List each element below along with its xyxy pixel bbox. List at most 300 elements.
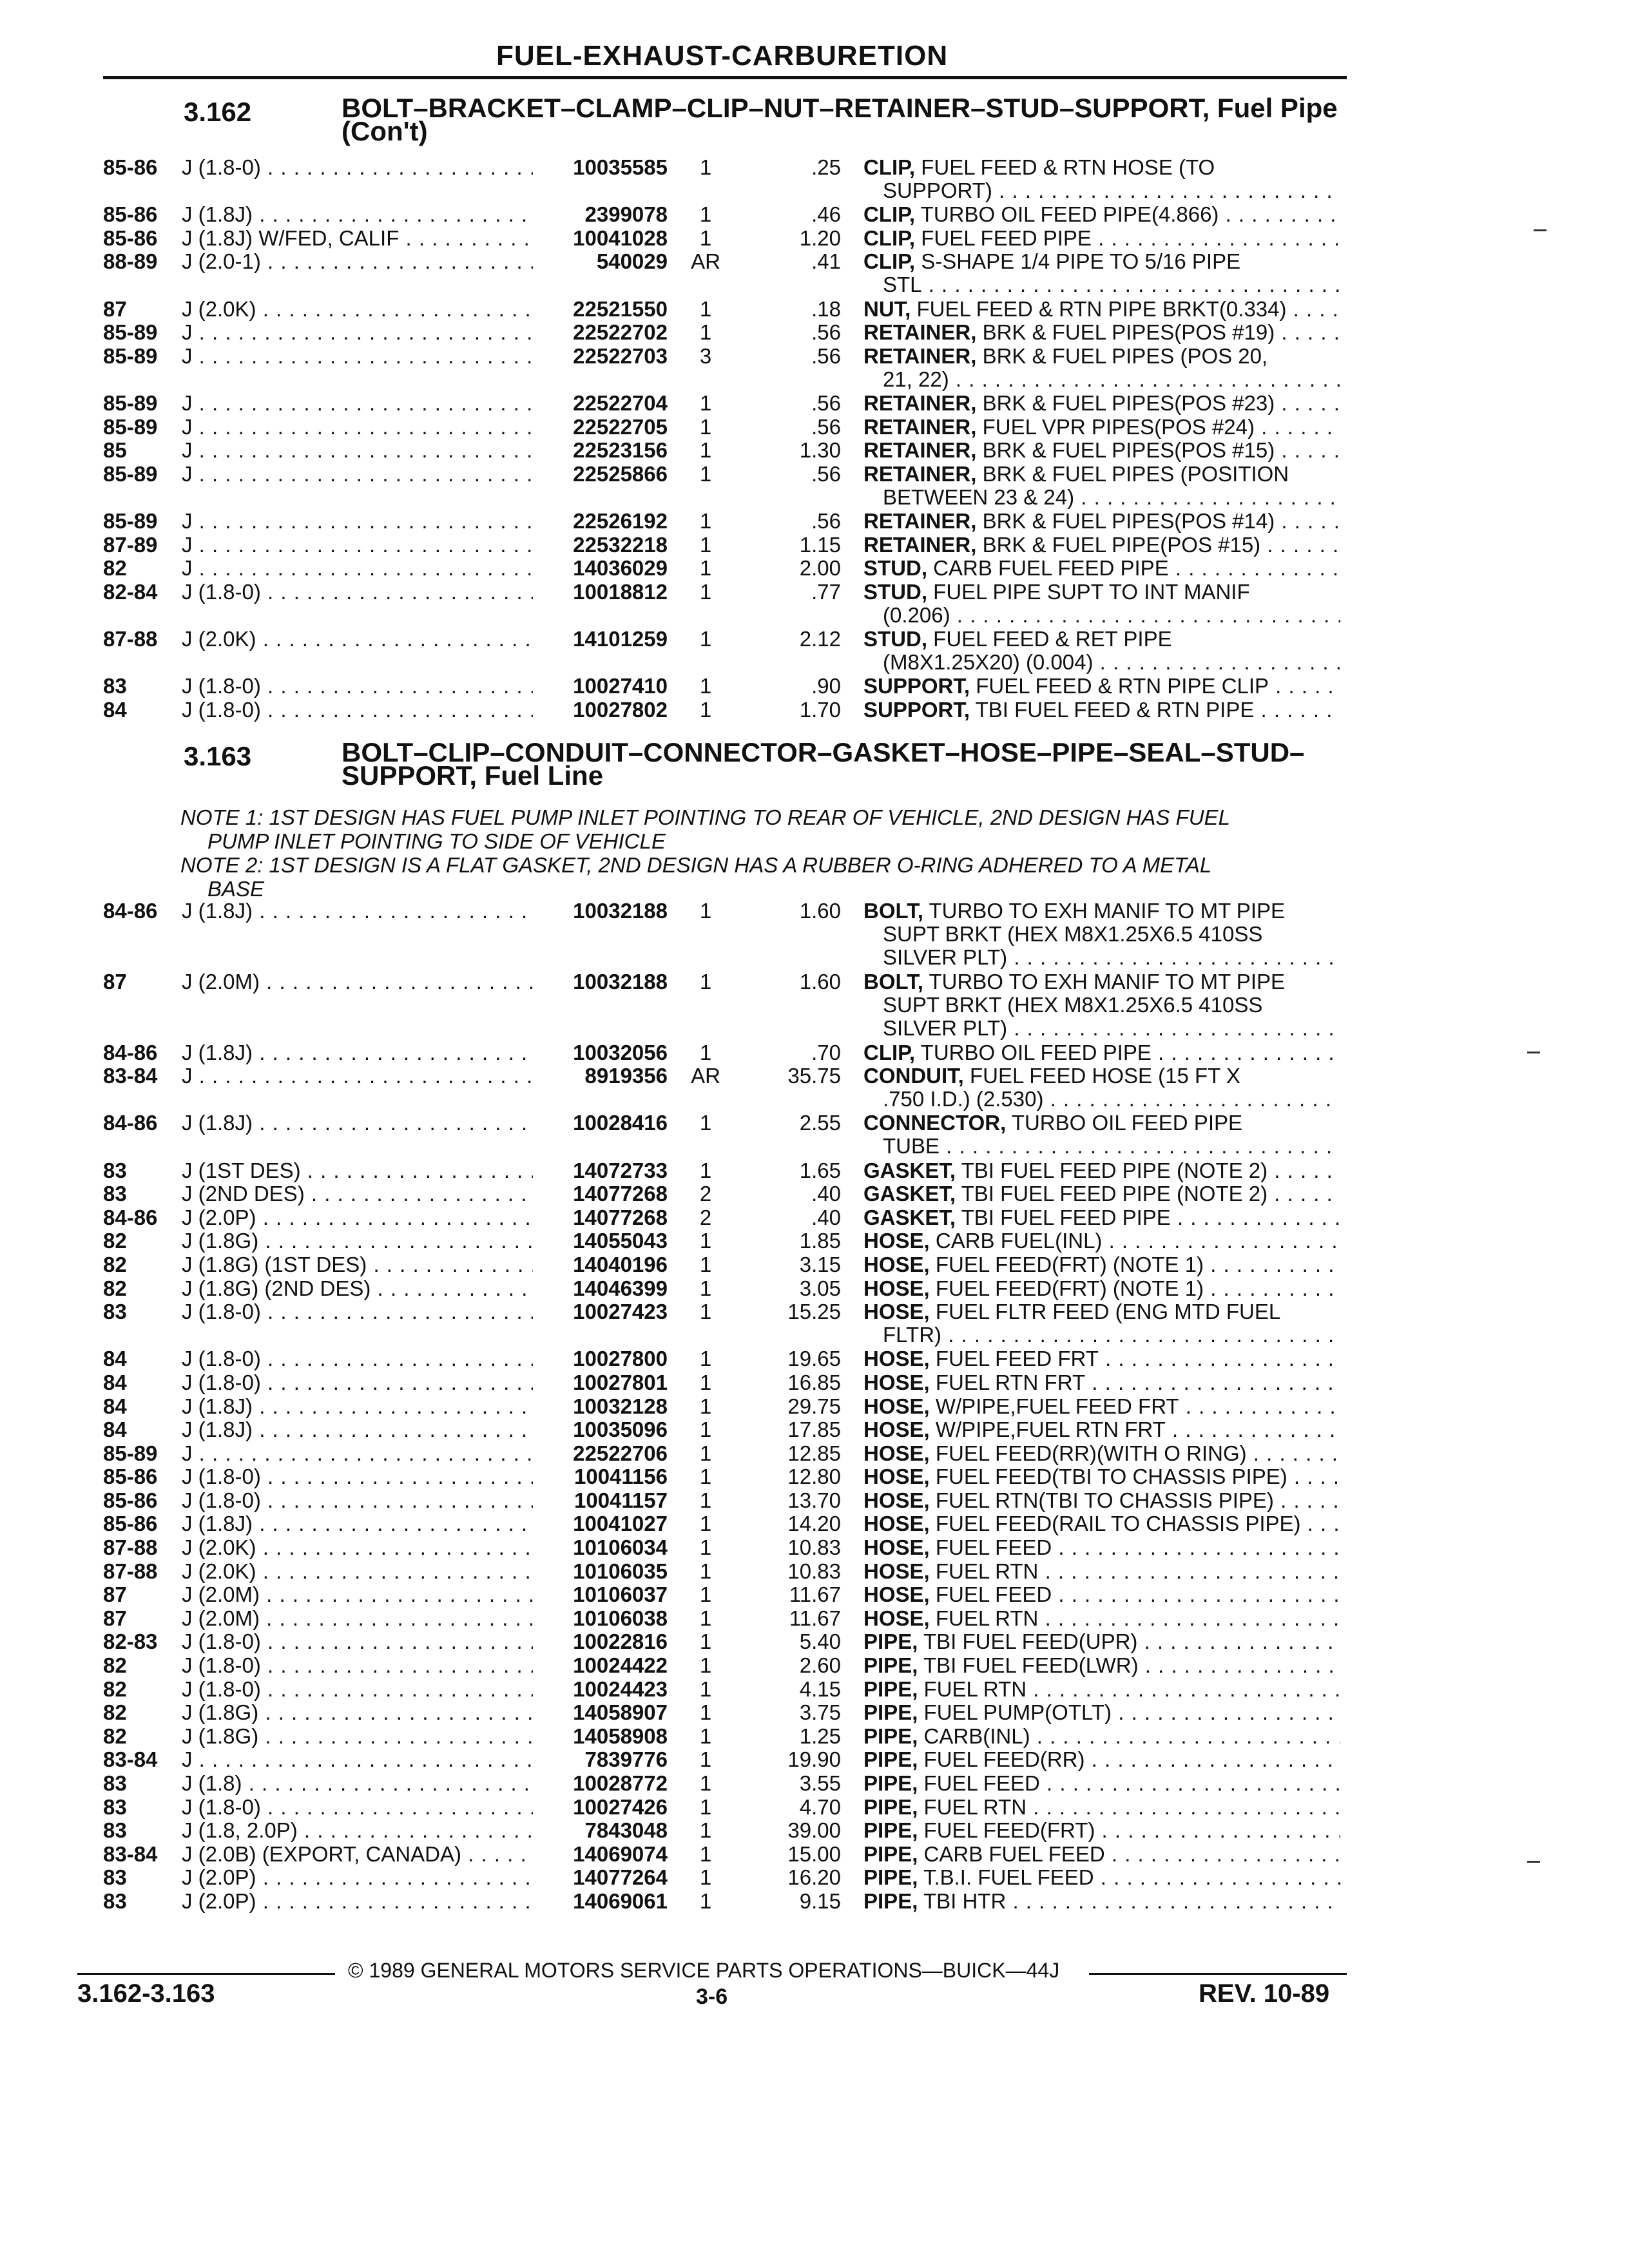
- model-years: 83-84: [103, 1064, 158, 1088]
- description-line: SUPPORT) . . .: [863, 179, 1340, 202]
- price: 1.15: [799, 532, 841, 557]
- description-line: HOSE, FUEL RTN(TBI TO CHASSIS PIPE) . . .: [863, 1489, 1340, 1512]
- price: 13.70: [787, 1488, 841, 1512]
- description-keyword: CLIP,: [863, 156, 916, 179]
- description-line: PIPE, FUEL FEED(RR) . . .: [863, 1748, 1340, 1771]
- part-number: 10106034: [573, 1535, 668, 1560]
- model-code: J . . .: [182, 510, 533, 533]
- parts-list-3-162: [0, 156, 1629, 722]
- section-note: [180, 853, 1340, 901]
- price: .18: [811, 296, 841, 321]
- description-line: (M8X1.25X20) (0.004) . . .: [863, 651, 1340, 674]
- description-line: SUPT BRKT (HEX M8X1.25X6.5 410SS: [883, 923, 1263, 946]
- part-row: [0, 628, 1629, 675]
- quantity: 1: [699, 1394, 712, 1418]
- part-number: 22523156: [573, 438, 668, 463]
- quantity: 1: [699, 1818, 712, 1843]
- description-line: STL . . .: [863, 273, 1340, 296]
- part-number: 8919356: [584, 1064, 668, 1088]
- quantity: 1: [699, 674, 712, 698]
- part-row: [0, 557, 1629, 581]
- model-code: J (1.8-0) . . .: [182, 1465, 533, 1488]
- part-number: 22522704: [573, 390, 668, 415]
- quantity: 1: [699, 202, 712, 227]
- model-years: 84: [103, 1347, 127, 1371]
- part-description: [863, 1041, 1340, 1064]
- quantity: 1: [699, 1488, 712, 1512]
- part-number: 14058908: [573, 1724, 668, 1748]
- section-number: 3.162: [184, 97, 252, 127]
- model-years: 87: [103, 1606, 127, 1630]
- model-code: J (1.8-0) . . .: [182, 1489, 533, 1512]
- quantity: 1: [699, 1724, 712, 1748]
- description-keyword: HOSE,: [863, 1583, 930, 1607]
- model-code: J (2.0P) . . .: [182, 1866, 533, 1889]
- description-keyword: HOSE,: [863, 1559, 930, 1583]
- model-code: J (2.0M) . . .: [182, 1607, 533, 1630]
- model-years: 82: [103, 1653, 127, 1678]
- part-number: 10028416: [573, 1111, 668, 1135]
- part-description: [863, 675, 1340, 698]
- description-keyword: HOSE,: [863, 1370, 930, 1394]
- price: .40: [811, 1205, 841, 1229]
- model-code: J (1.8J) . . .: [182, 1418, 533, 1441]
- part-description: [863, 1701, 1340, 1724]
- quantity: 1: [699, 626, 712, 651]
- quantity: 2: [699, 1205, 712, 1229]
- margin-tick: [1527, 1861, 1540, 1863]
- price: .56: [811, 390, 841, 415]
- description-line: CONDUIT, FUEL FEED HOSE (15 FT X: [863, 1064, 1240, 1088]
- description-line: SUPPORT, FUEL FEED & RTN PIPE CLIP . . .: [863, 675, 1340, 698]
- price: 4.70: [799, 1794, 841, 1819]
- part-description: [863, 970, 1340, 1040]
- part-number: 14046399: [573, 1276, 668, 1300]
- description-keyword: HOSE,: [863, 1276, 930, 1300]
- price: 3.05: [799, 1276, 841, 1300]
- description-line: CONNECTOR, TURBO OIL FEED PIPE: [863, 1111, 1243, 1135]
- price: 16.85: [787, 1370, 841, 1394]
- model-years: 85-89: [103, 1441, 158, 1465]
- part-row: [0, 1465, 1629, 1489]
- description-keyword: PIPE,: [863, 1654, 918, 1678]
- price: 3.75: [799, 1700, 841, 1725]
- model-years: 83: [103, 1865, 127, 1890]
- quantity: 1: [699, 390, 712, 415]
- part-description: [863, 1866, 1340, 1889]
- part-description: [863, 298, 1340, 321]
- footer-page-number: 3-6: [696, 1984, 728, 2009]
- part-description: [863, 250, 1340, 296]
- description-line: HOSE, FUEL FEED(RR)(WITH O RING) . . .: [863, 1442, 1340, 1465]
- model-years: 82: [103, 556, 127, 581]
- part-row: [0, 1277, 1629, 1301]
- description-keyword: HOSE,: [863, 1512, 930, 1536]
- part-row: [0, 1489, 1629, 1513]
- part-number: 10035096: [573, 1418, 668, 1442]
- note-line: PUMP INLET POINTING TO SIDE OF VEHICLE: [207, 829, 666, 853]
- description-line: HOSE, FUEL RTN . . .: [863, 1607, 1340, 1630]
- description-line: PIPE, T.B.I. FUEL FEED . . .: [863, 1866, 1340, 1889]
- part-number: 10022816: [573, 1629, 668, 1654]
- price: 29.75: [787, 1394, 841, 1418]
- part-number: 10032056: [573, 1040, 668, 1064]
- price: 39.00: [787, 1818, 841, 1843]
- model-code: J (1.8G) . . .: [182, 1229, 533, 1253]
- model-years: 83: [103, 1794, 127, 1819]
- part-description: [863, 392, 1340, 415]
- quantity: 1: [699, 579, 712, 604]
- model-years: 85-86: [103, 202, 158, 227]
- description-keyword: CLIP,: [863, 203, 916, 227]
- model-code: J . . .: [182, 439, 533, 462]
- description-line: PIPE, FUEL FEED . . .: [863, 1772, 1340, 1795]
- price: .41: [811, 249, 841, 274]
- description-line: BOLT, TURBO TO EXH MANIF TO MT PIPE: [863, 899, 1286, 923]
- part-row: [0, 1725, 1629, 1749]
- part-number: 14069061: [573, 1888, 668, 1913]
- model-code: J (2.0K) . . .: [182, 628, 533, 651]
- quantity: 1: [699, 508, 712, 533]
- model-code: J (1.8-0) . . .: [182, 698, 533, 722]
- model-years: 84: [103, 1418, 127, 1442]
- part-description: [863, 1371, 1340, 1394]
- model-code: J (1.8G) (1ST DES) . . .: [182, 1253, 533, 1276]
- model-code: J (2.0P) . . .: [182, 1206, 533, 1229]
- description-line: SUPT BRKT (HEX M8X1.25X6.5 410SS: [883, 993, 1263, 1017]
- part-number: 14077268: [573, 1182, 668, 1206]
- description-line: PIPE, CARB(INL) . . .: [863, 1725, 1340, 1748]
- model-code: J (1.8-0) . . .: [182, 1654, 533, 1677]
- description-keyword: GASKET,: [863, 1158, 956, 1182]
- footer-copyright: © 1989 GENERAL MOTORS SERVICE PARTS OPERATIONS—BUICK—44J: [348, 1959, 1060, 1982]
- description-line: TUBE . . .: [863, 1135, 1340, 1158]
- model-years: 87-88: [103, 626, 158, 651]
- part-row: [0, 970, 1629, 1041]
- part-description: [863, 1206, 1340, 1229]
- margin-tick: [1527, 1052, 1540, 1053]
- model-years: 85: [103, 438, 127, 463]
- description-line: PIPE, FUEL RTN . . .: [863, 1678, 1340, 1701]
- part-number: 10106035: [573, 1559, 668, 1583]
- part-number: 10028772: [573, 1771, 668, 1795]
- description-line: (0.206) . . .: [863, 604, 1340, 627]
- note-line: NOTE 1: 1ST DESIGN HAS FUEL PUMP INLET POINTING TO REAR OF VEHICLE, 2ND DESIGN HAS FUEL: [180, 805, 1230, 829]
- part-number: 22522706: [573, 1441, 668, 1465]
- description-keyword: HOSE,: [863, 1465, 930, 1489]
- price: .56: [811, 414, 841, 439]
- description-line: SUPPORT, TBI FUEL FEED & RTN PIPE . . .: [863, 698, 1340, 722]
- part-description: [863, 1630, 1340, 1653]
- description-line: PIPE, FUEL RTN . . .: [863, 1796, 1340, 1819]
- part-row: [0, 439, 1629, 463]
- model-years: 83: [103, 1300, 127, 1324]
- description-line: STUD, FUEL FEED & RET PIPE: [863, 627, 1172, 651]
- part-row: [0, 1748, 1629, 1772]
- description-keyword: HOSE,: [863, 1536, 930, 1560]
- part-number: 10024423: [573, 1677, 668, 1701]
- quantity: 1: [699, 1747, 712, 1772]
- price: .56: [811, 508, 841, 533]
- part-number: 22522703: [573, 343, 668, 368]
- model-years: 84-86: [103, 1205, 158, 1229]
- model-years: 83: [103, 1888, 127, 1913]
- model-years: 85-86: [103, 155, 158, 179]
- model-code: J (1.8-0) . . .: [182, 1796, 533, 1819]
- description-line: PIPE, TBI HTR . . .: [863, 1890, 1340, 1913]
- part-description: [863, 1772, 1340, 1795]
- part-row: [0, 1182, 1629, 1206]
- model-years: 83-84: [103, 1747, 158, 1772]
- model-years: 84: [103, 697, 127, 722]
- price: 16.20: [787, 1865, 841, 1890]
- description-keyword: PIPE,: [863, 1724, 918, 1748]
- price: .56: [811, 343, 841, 368]
- part-description: [863, 1512, 1340, 1535]
- model-code: J (2.0-1) . . .: [182, 250, 533, 273]
- model-years: 87-88: [103, 1535, 158, 1560]
- part-number: 14069074: [573, 1841, 668, 1866]
- header-rule: [103, 76, 1347, 79]
- model-years: 87: [103, 969, 127, 994]
- model-years: 85-89: [103, 320, 158, 345]
- part-description: [863, 899, 1340, 969]
- part-number: 10027423: [573, 1300, 668, 1324]
- price: 14.20: [787, 1512, 841, 1536]
- description-keyword: PIPE,: [863, 1866, 918, 1890]
- part-description: [863, 1253, 1340, 1276]
- description-keyword: BOLT,: [863, 899, 923, 923]
- part-row: [0, 1796, 1629, 1820]
- description-keyword: RETAINER,: [863, 344, 977, 368]
- model-code: J (1.8J) . . .: [182, 1512, 533, 1535]
- model-code: J (2.0K) . . .: [182, 1560, 533, 1583]
- description-keyword: CLIP,: [863, 250, 916, 274]
- part-description: [863, 1277, 1340, 1300]
- model-code: J . . .: [182, 321, 533, 344]
- price: 1.65: [799, 1158, 841, 1182]
- description-keyword: PIPE,: [863, 1677, 918, 1701]
- description-line: HOSE, FUEL FEED(FRT) (NOTE 1) . . .: [863, 1253, 1340, 1276]
- part-row: [0, 1678, 1629, 1702]
- part-number: 22522705: [573, 414, 668, 439]
- description-keyword: RETAINER,: [863, 439, 977, 463]
- footer-revision: REV. 10-89: [1199, 1979, 1330, 2008]
- description-keyword: PIPE,: [863, 1795, 918, 1819]
- model-code: J (2.0M) . . .: [182, 1583, 533, 1606]
- description-line: GASKET, TBI FUEL FEED PIPE (NOTE 2) . . .: [863, 1159, 1340, 1182]
- price: .46: [811, 202, 841, 227]
- quantity: 1: [699, 320, 712, 345]
- description-keyword: HOSE,: [863, 1229, 930, 1253]
- model-years: 87-88: [103, 1559, 158, 1583]
- part-row: [0, 1253, 1629, 1277]
- quantity: 1: [699, 1040, 712, 1064]
- description-keyword: HOSE,: [863, 1418, 930, 1442]
- part-number: 10027800: [573, 1347, 668, 1371]
- description-keyword: CONDUIT,: [863, 1064, 964, 1088]
- quantity: 1: [699, 414, 712, 439]
- section-title: BOLT–CLIP–CONDUIT–CONNECTOR–GASKET–HOSE–PIPE–SEAL–STUD–SUPPORT, Fuel Line: [342, 737, 1305, 791]
- note-line: NOTE 2: 1ST DESIGN IS A FLAT GASKET, 2ND DESIGN HAS A RUBBER O-RING ADHERED TO A METAL: [180, 853, 1212, 877]
- model-code: J (2ND DES) . . .: [182, 1182, 533, 1206]
- description-keyword: SUPPORT,: [863, 675, 970, 698]
- part-number: 10024422: [573, 1653, 668, 1678]
- price: .70: [811, 1040, 841, 1064]
- description-line: RETAINER, BRK & FUEL PIPES (POS 20,: [863, 344, 1268, 368]
- part-description: [863, 156, 1340, 202]
- part-number: 10032188: [573, 899, 668, 923]
- part-row: [0, 698, 1629, 722]
- part-description: [863, 1843, 1340, 1866]
- part-row: [0, 1229, 1629, 1253]
- part-row: [0, 156, 1629, 203]
- part-row: [0, 392, 1629, 416]
- description-line: .750 I.D.) (2.530) . . .: [863, 1088, 1340, 1111]
- part-row: [0, 1111, 1629, 1158]
- part-number: 22521550: [573, 296, 668, 321]
- model-years: 84: [103, 1394, 127, 1418]
- model-code: J . . .: [182, 557, 533, 580]
- quantity: 1: [699, 1888, 712, 1913]
- part-description: [863, 1890, 1340, 1913]
- part-description: [863, 1418, 1340, 1441]
- description-line: SILVER PLT) . . .: [863, 946, 1340, 969]
- description-line: PIPE, FUEL FEED(FRT) . . .: [863, 1819, 1340, 1842]
- model-code: J (1.8) . . .: [182, 1772, 533, 1795]
- quantity: 1: [699, 1441, 712, 1465]
- model-code: J (2.0P) . . .: [182, 1890, 533, 1913]
- part-description: [863, 533, 1340, 557]
- model-code: J (2.0K) . . .: [182, 1536, 533, 1559]
- model-code: J (2.0K) . . .: [182, 298, 533, 321]
- part-description: [863, 1395, 1340, 1418]
- quantity: 1: [699, 1865, 712, 1890]
- part-row: [0, 1159, 1629, 1183]
- description-keyword: CONNECTOR,: [863, 1111, 1007, 1135]
- part-description: [863, 1748, 1340, 1771]
- footer-rule-right: [1089, 1973, 1347, 1975]
- description-line: RETAINER, BRK & FUEL PIPES(POS #15) . . .: [863, 439, 1340, 462]
- part-number: 14058907: [573, 1700, 668, 1725]
- part-row: [0, 1890, 1629, 1914]
- part-description: [863, 581, 1340, 627]
- price: 2.00: [799, 556, 841, 581]
- part-row: [0, 345, 1629, 392]
- part-row: [0, 1654, 1629, 1678]
- section-number: 3.163: [184, 741, 252, 771]
- part-description: [863, 463, 1340, 509]
- quantity: 1: [699, 155, 712, 179]
- model-years: 87: [103, 296, 127, 321]
- description-line: FLTR) . . .: [863, 1323, 1340, 1347]
- description-line: HOSE, W/PIPE,FUEL FEED FRT . . .: [863, 1395, 1340, 1418]
- part-number: 7839776: [584, 1747, 668, 1772]
- quantity: 1: [699, 1276, 712, 1300]
- part-number: 10018812: [573, 579, 668, 604]
- note-line: BASE: [207, 877, 265, 901]
- quantity: 1: [699, 1629, 712, 1654]
- price: 1.30: [799, 438, 841, 463]
- model-years: 83-84: [103, 1841, 158, 1866]
- description-line: CLIP, TURBO OIL FEED PIPE . . .: [863, 1041, 1340, 1064]
- description-keyword: PIPE,: [863, 1889, 918, 1913]
- description-line: HOSE, FUEL RTN FRT . . .: [863, 1371, 1340, 1394]
- price: 1.70: [799, 697, 841, 722]
- description-line: STUD, CARB FUEL FEED PIPE . . .: [863, 557, 1340, 580]
- part-description: [863, 1064, 1340, 1111]
- part-number: 22525866: [573, 461, 668, 486]
- model-code: J . . .: [182, 463, 533, 486]
- part-row: [0, 1819, 1629, 1843]
- description-keyword: NUT,: [863, 297, 911, 321]
- description-keyword: GASKET,: [863, 1182, 956, 1206]
- part-description: [863, 345, 1340, 391]
- model-years: 83: [103, 1818, 127, 1843]
- part-row: [0, 1206, 1629, 1230]
- part-row: [0, 1630, 1629, 1654]
- description-line: GASKET, TBI FUEL FEED PIPE (NOTE 2) . . .: [863, 1182, 1340, 1206]
- description-keyword: CLIP,: [863, 226, 916, 250]
- quantity: 1: [699, 1229, 712, 1253]
- part-number: 14077264: [573, 1865, 668, 1890]
- description-keyword: RETAINER,: [863, 509, 977, 533]
- part-number: 22532218: [573, 532, 668, 557]
- part-row: [0, 298, 1629, 322]
- part-row: [0, 533, 1629, 557]
- part-row: [0, 510, 1629, 533]
- price: 3.55: [799, 1771, 841, 1795]
- description-line: SILVER PLT) . . .: [863, 1017, 1340, 1040]
- description-keyword: PIPE,: [863, 1630, 918, 1654]
- description-keyword: STUD,: [863, 580, 927, 604]
- description-keyword: HOSE,: [863, 1441, 930, 1465]
- part-description: [863, 1678, 1340, 1701]
- description-keyword: HOSE,: [863, 1253, 930, 1276]
- description-keyword: SUPPORT,: [863, 698, 970, 722]
- model-years: 82: [103, 1724, 127, 1748]
- model-code: J (1.8J) . . .: [182, 1395, 533, 1418]
- quantity: 1: [699, 1771, 712, 1795]
- model-code: J . . .: [182, 1748, 533, 1771]
- part-number: 10041156: [574, 1465, 668, 1489]
- description-line: HOSE, W/PIPE,FUEL RTN FRT . . .: [863, 1418, 1340, 1441]
- description-line: CLIP, FUEL FEED & RTN HOSE (TO: [863, 156, 1215, 179]
- part-row: [0, 1843, 1629, 1867]
- part-number: 10027410: [573, 674, 668, 698]
- price: 11.67: [789, 1606, 841, 1630]
- part-description: [863, 698, 1340, 722]
- part-description: [863, 1654, 1340, 1677]
- description-line: RETAINER, BRK & FUEL PIPES(POS #19) . . .: [863, 321, 1340, 344]
- description-line: CLIP, FUEL FEED PIPE . . .: [863, 227, 1340, 250]
- section-notes: [180, 805, 1340, 901]
- model-code: J (2.0M) . . .: [182, 970, 533, 994]
- part-number: 10041027: [573, 1512, 668, 1536]
- part-description: [863, 628, 1340, 674]
- price: 1.85: [799, 1229, 841, 1253]
- quantity: 1: [699, 697, 712, 722]
- model-years: 83: [103, 1158, 127, 1182]
- model-years: 85-89: [103, 414, 158, 439]
- description-keyword: BOLT,: [863, 970, 923, 994]
- part-description: [863, 1725, 1340, 1748]
- description-line: HOSE, CARB FUEL(INL) . . .: [863, 1229, 1340, 1253]
- part-row: [0, 227, 1629, 251]
- model-code: J (1.8-0) . . .: [182, 1630, 533, 1653]
- price: 10.83: [787, 1535, 841, 1560]
- price: .56: [811, 320, 841, 345]
